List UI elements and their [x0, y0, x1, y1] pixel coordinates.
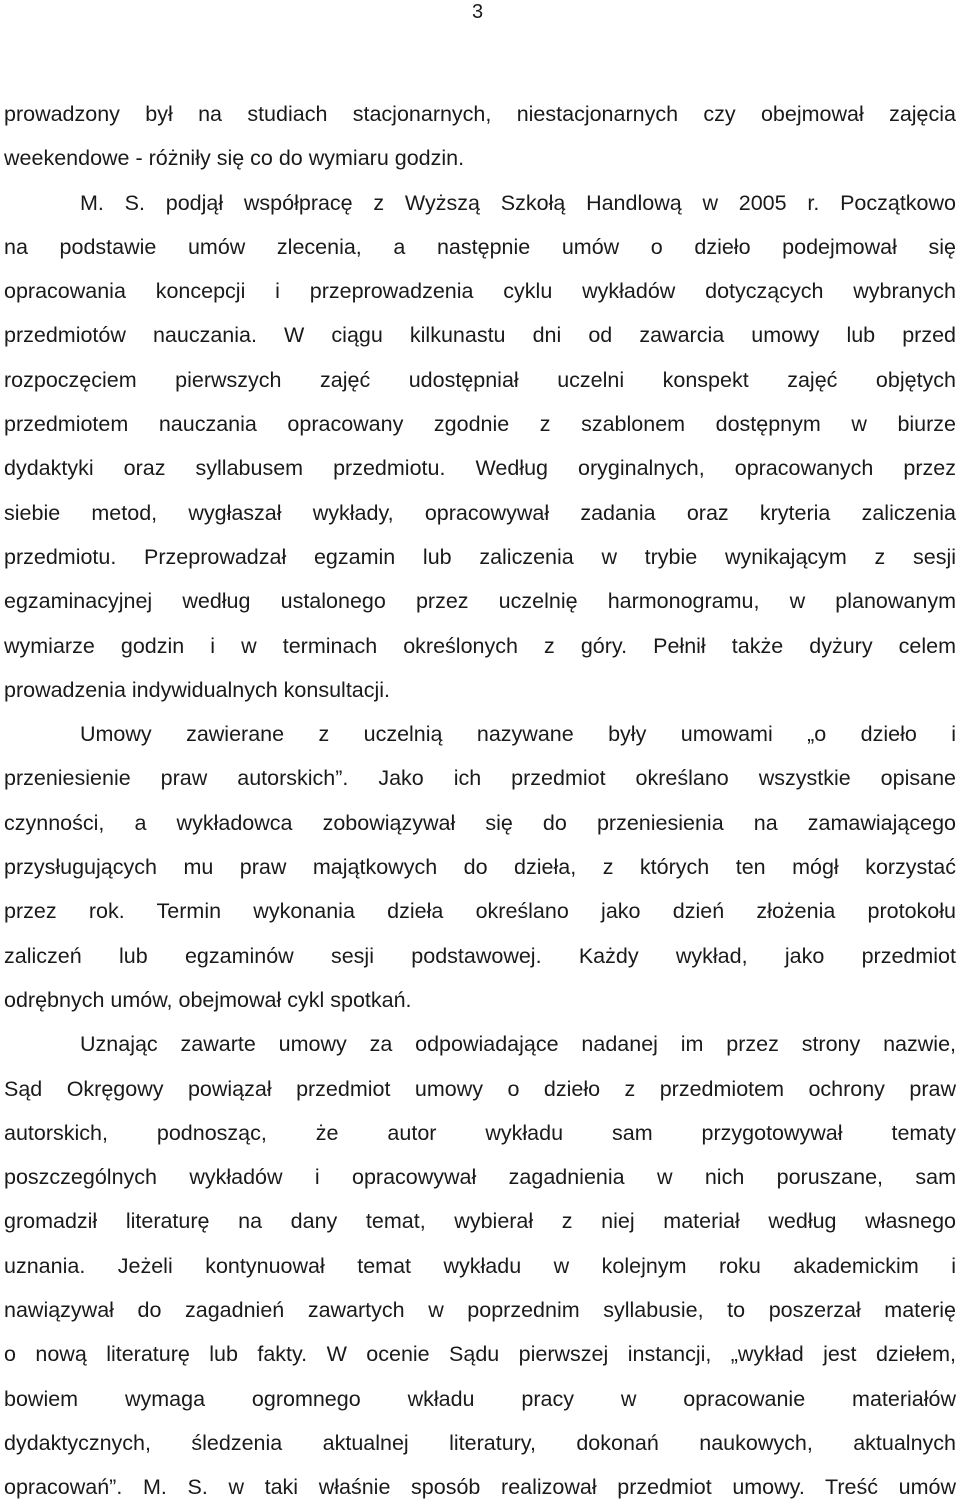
- text-line: prowadzony był na studiach stacjonarnych, niestacjonarnych czy obejmował zajęcia: [4, 102, 956, 126]
- text-line: przedmiotów nauczania. W ciągu kilkunastu dni od zawarcia umowy lub przed: [4, 323, 956, 348]
- text-line: uznania. Jeżeli kontynuował temat wykładu w kolejnym roku akademickim i: [4, 1253, 956, 1278]
- text-line: gromadził literaturę na dany temat, wybierał z niej materiał według własnego: [4, 1209, 956, 1234]
- text-line: siebie metod, wygłaszał wykłady, opracowywał zadania oraz kryteria zaliczenia: [4, 500, 956, 525]
- text-line: bowiem wymaga ogromnego wkładu pracy w opracowanie materiałów: [4, 1386, 956, 1411]
- text-line: Sąd Okręgowy powiązał przedmiot umowy o dzieło z przedmiotem ochrony praw: [4, 1076, 956, 1101]
- text-line: odrębnych umów, obejmował cykl spotkań.: [4, 987, 412, 1012]
- text-line: rozpoczęciem pierwszych zajęć udostępniał uczelni konspekt zajęć objętych: [4, 367, 956, 392]
- text-line: Uznając zawarte umowy za odpowiadające nadanej im przez strony nazwie,: [80, 1032, 956, 1057]
- text-line: przedmiotu. Przeprowadzał egzamin lub zaliczenia w trybie wynikającym z sesji: [4, 544, 956, 569]
- text-line: opracowania koncepcji i przeprowadzenia cyklu wykładów dotyczących wybranych: [4, 279, 956, 304]
- text-line: Umowy zawierane z uczelnią nazywane były umowami „o dzieło i: [80, 722, 956, 747]
- text-line: poszczególnych wykładów i opracowywał zagadnienia w nich poruszane, sam: [4, 1165, 956, 1190]
- text-line: czynności, a wykładowca zobowiązywał się do przeniesienia na zamawiającego: [4, 810, 956, 835]
- text-line: weekendowe - różniły się co do wymiaru godzin.: [4, 146, 465, 171]
- text-line: prowadzenia indywidualnych konsultacji.: [4, 677, 391, 702]
- text-line: dydaktycznych, śledzenia aktualnej literatury, dokonań naukowych, aktualnych: [4, 1430, 956, 1455]
- text-line: wymiarze godzin i w terminach określonych z góry. Pełnił także dyżury celem: [4, 633, 956, 658]
- text-line: egzaminacyjnej według ustalonego przez uczelnię harmonogramu, w planowanym: [4, 589, 956, 614]
- text-line: zaliczeń lub egzaminów sesji podstawowej. Każdy wykład, jako przedmiot: [4, 943, 956, 968]
- page-number: 3: [472, 1, 484, 23]
- text-line: przysługujących mu praw majątkowych do dzieła, z których ten mógł korzystać: [4, 855, 956, 880]
- document-body: [4, 92, 956, 1510]
- text-line: przez rok. Termin wykonania dzieła określano jako dzień złożenia protokołu: [4, 899, 956, 924]
- text-line: dydaktyki oraz syllabusem przedmiotu. Według oryginalnych, opracowanych przez: [4, 456, 956, 481]
- text-line: M. S. podjął współpracę z Wyższą Szkołą Handlową w 2005 r. Początkowo: [80, 190, 956, 215]
- text-line: przeniesienie praw autorskich”. Jako ich przedmiot określano wszystkie opisane: [4, 766, 956, 791]
- text-line: opracowań”. M. S. w taki właśnie sposób realizował przedmiot umowy. Treść umów: [4, 1475, 956, 1500]
- text-line: przedmiotem nauczania opracowany zgodnie z szablonem dostępnym w biurze: [4, 412, 956, 437]
- text-line: autorskich, podnosząc, że autor wykładu sam przygotowywał tematy: [4, 1120, 956, 1145]
- text-line: o nową literaturę lub fakty. W ocenie Sądu pierwszej instancji, „wykład jest dziełem,: [4, 1342, 956, 1367]
- text-line: nawiązywał do zagadnień zawartych w poprzednim syllabusie, to poszerzał materię: [4, 1298, 956, 1323]
- text-line: na podstawie umów zlecenia, a następnie umów o dzieło podejmował się: [4, 234, 956, 259]
